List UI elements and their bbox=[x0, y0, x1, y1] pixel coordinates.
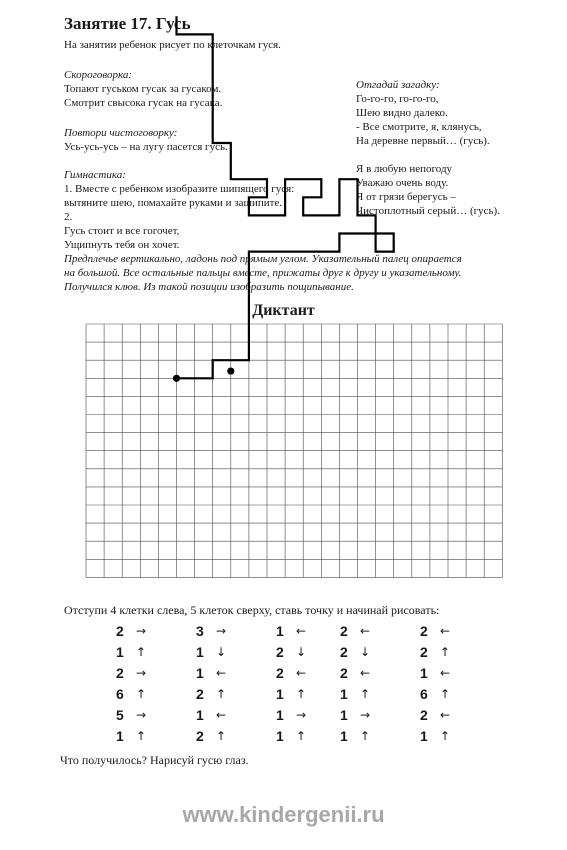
exercise-note-line: на большой. Все остальные пальцы вместе, прижаты друг к другу и указательному. bbox=[64, 267, 462, 279]
gymnastics-line: Гусь стоит и все гогочет, bbox=[64, 225, 180, 237]
step-count: 1 bbox=[340, 685, 348, 702]
riddle2-line: Я в любую непогоду bbox=[356, 163, 453, 175]
arrow-left-icon: ← bbox=[215, 665, 227, 680]
arrow-left-icon: ← bbox=[439, 707, 451, 722]
dictation-title: Диктант bbox=[252, 302, 315, 319]
eye-dot bbox=[227, 367, 234, 374]
step-column bbox=[420, 620, 452, 746]
riddle-line: Шею видно далеко. bbox=[356, 107, 448, 119]
step-count: 2 bbox=[116, 664, 124, 681]
arrow-right-icon: → bbox=[215, 623, 227, 638]
step-count: 2 bbox=[420, 622, 428, 639]
arrow-left-icon: ← bbox=[359, 665, 371, 680]
arrow-right-icon: → bbox=[295, 707, 307, 722]
step-row bbox=[116, 725, 148, 746]
step-count: 2 bbox=[340, 622, 348, 639]
riddle-line: - Все смотрите, я, клянусь, bbox=[356, 121, 482, 133]
step-row bbox=[116, 704, 148, 725]
repeat-line: Усь-усь-усь – на лугу пасется гусь. bbox=[64, 141, 228, 153]
arrow-right-icon: → bbox=[135, 665, 147, 680]
arrow-down-icon: ↓ bbox=[359, 644, 371, 659]
step-count: 1 bbox=[276, 622, 284, 639]
step-count: 2 bbox=[196, 727, 204, 744]
dictation-instruction: Отступи 4 клетки слева, 5 клеток сверху, ставь точку и начинай рисовать: bbox=[64, 603, 440, 617]
step-row bbox=[420, 683, 452, 704]
arrow-right-icon: → bbox=[135, 707, 147, 722]
step-count: 1 bbox=[276, 706, 284, 723]
repeat-heading: Повтори чистоговорку: bbox=[64, 127, 178, 139]
arrow-down-icon: ↓ bbox=[215, 644, 227, 659]
website-footer: www.kindergenii.ru bbox=[182, 802, 385, 827]
step-row bbox=[116, 662, 148, 683]
step-row bbox=[340, 704, 372, 725]
step-row bbox=[196, 620, 228, 641]
arrow-down-icon: ↓ bbox=[295, 644, 307, 659]
riddle2-line: Чистоплотный серый… (гусь). bbox=[356, 205, 500, 217]
arrow-left-icon: ← bbox=[295, 665, 307, 680]
step-row bbox=[420, 704, 452, 725]
step-row bbox=[196, 641, 228, 662]
step-count: 1 bbox=[196, 643, 204, 660]
gymnastics-heading: Гимнастика: bbox=[64, 169, 126, 181]
final-question: Что получилось? Нарисуй гусю глаз. bbox=[60, 753, 249, 767]
step-count: 1 bbox=[420, 664, 428, 681]
step-count: 2 bbox=[276, 643, 284, 660]
step-row bbox=[276, 725, 308, 746]
riddle-line: На деревне первый… (гусь). bbox=[356, 135, 490, 147]
step-row bbox=[116, 620, 148, 641]
step-column bbox=[340, 620, 372, 746]
step-row bbox=[340, 683, 372, 704]
arrow-right-icon: → bbox=[359, 707, 371, 722]
step-row bbox=[196, 704, 228, 725]
intro-text: На занятии ребенок рисует по клеточкам гуся. bbox=[64, 39, 281, 51]
step-count: 1 bbox=[420, 727, 428, 744]
arrow-up-icon: ↑ bbox=[359, 728, 371, 743]
exercise-note-line: Получился клюв. Из такой позиции изобразить пощипывание. bbox=[64, 281, 354, 293]
step-row bbox=[420, 662, 452, 683]
riddle2-line: Уважаю очень воду. bbox=[356, 177, 449, 189]
step-row bbox=[340, 641, 372, 662]
step-row bbox=[276, 641, 308, 662]
step-count: 2 bbox=[340, 643, 348, 660]
step-count: 1 bbox=[116, 643, 124, 660]
step-row bbox=[196, 662, 228, 683]
arrow-left-icon: ← bbox=[295, 623, 307, 638]
arrow-left-icon: ← bbox=[215, 707, 227, 722]
arrow-left-icon: ← bbox=[439, 665, 451, 680]
gymnastics-line: 1. Вместе с ребенком изобразите шипящего гуся: bbox=[64, 183, 295, 195]
step-column bbox=[276, 620, 308, 746]
arrow-left-icon: ← bbox=[359, 623, 371, 638]
step-row bbox=[196, 683, 228, 704]
step-count: 2 bbox=[340, 664, 348, 681]
step-row bbox=[340, 620, 372, 641]
riddle-line: Го-го-го, го-го-го, bbox=[356, 93, 439, 105]
step-count: 1 bbox=[116, 727, 124, 744]
step-count: 2 bbox=[196, 685, 204, 702]
step-column bbox=[116, 620, 148, 746]
step-count: 2 bbox=[420, 706, 428, 723]
step-row bbox=[116, 641, 148, 662]
dictation-steps bbox=[0, 620, 567, 750]
tongue-twister-line: Топают гуськом гусак за гусаком. bbox=[64, 83, 222, 95]
step-count: 1 bbox=[196, 664, 204, 681]
tongue-twister-heading: Скороговорка: bbox=[64, 69, 133, 81]
arrow-left-icon: ← bbox=[439, 623, 451, 638]
step-row bbox=[340, 725, 372, 746]
step-count: 1 bbox=[340, 727, 348, 744]
gymnastics-line: 2. bbox=[64, 211, 73, 223]
arrow-up-icon: ↑ bbox=[359, 686, 371, 701]
arrow-up-icon: ↑ bbox=[295, 728, 307, 743]
step-count: 1 bbox=[340, 706, 348, 723]
exercise-note-line: Предплечье вертикально, ладонь под прямым углом. Указательный палец опирается bbox=[64, 253, 462, 265]
step-count: 1 bbox=[196, 706, 204, 723]
step-row bbox=[420, 641, 452, 662]
tongue-twister-line: Смотрит свысока гусак на гусака. bbox=[64, 97, 223, 109]
step-row bbox=[276, 704, 308, 725]
riddle-heading: Отгадай загадку: bbox=[356, 79, 440, 91]
riddle2-line: Я от грязи берегусь – bbox=[356, 191, 456, 203]
arrow-up-icon: ↑ bbox=[135, 686, 147, 701]
step-column bbox=[196, 620, 228, 746]
step-row bbox=[276, 620, 308, 641]
arrow-up-icon: ↑ bbox=[439, 728, 451, 743]
step-count: 1 bbox=[276, 685, 284, 702]
start-dot bbox=[173, 375, 180, 382]
step-row bbox=[196, 725, 228, 746]
step-row bbox=[276, 683, 308, 704]
arrow-up-icon: ↑ bbox=[215, 686, 227, 701]
step-count: 1 bbox=[276, 727, 284, 744]
step-count: 3 bbox=[196, 622, 204, 639]
arrow-up-icon: ↑ bbox=[135, 728, 147, 743]
step-row bbox=[420, 620, 452, 641]
arrow-up-icon: ↑ bbox=[439, 686, 451, 701]
arrow-up-icon: ↑ bbox=[439, 644, 451, 659]
arrow-up-icon: ↑ bbox=[295, 686, 307, 701]
step-count: 2 bbox=[116, 622, 124, 639]
arrow-up-icon: ↑ bbox=[215, 728, 227, 743]
step-row bbox=[276, 662, 308, 683]
goose-drawing bbox=[173, 16, 394, 382]
step-count: 2 bbox=[420, 643, 428, 660]
page-title: Занятие 17. Гусь bbox=[64, 14, 191, 33]
arrow-up-icon: ↑ bbox=[135, 644, 147, 659]
step-count: 6 bbox=[116, 685, 124, 702]
step-row bbox=[116, 683, 148, 704]
step-count: 5 bbox=[116, 706, 124, 723]
arrow-right-icon: → bbox=[135, 623, 147, 638]
gymnastics-line: вытяните шею, помахайте руками и зашипите. bbox=[64, 197, 283, 209]
step-row bbox=[340, 662, 372, 683]
step-row bbox=[420, 725, 452, 746]
gymnastics-line: Ущипнуть тебя он хочет. bbox=[64, 239, 180, 251]
step-count: 6 bbox=[420, 685, 428, 702]
step-count: 2 bbox=[276, 664, 284, 681]
